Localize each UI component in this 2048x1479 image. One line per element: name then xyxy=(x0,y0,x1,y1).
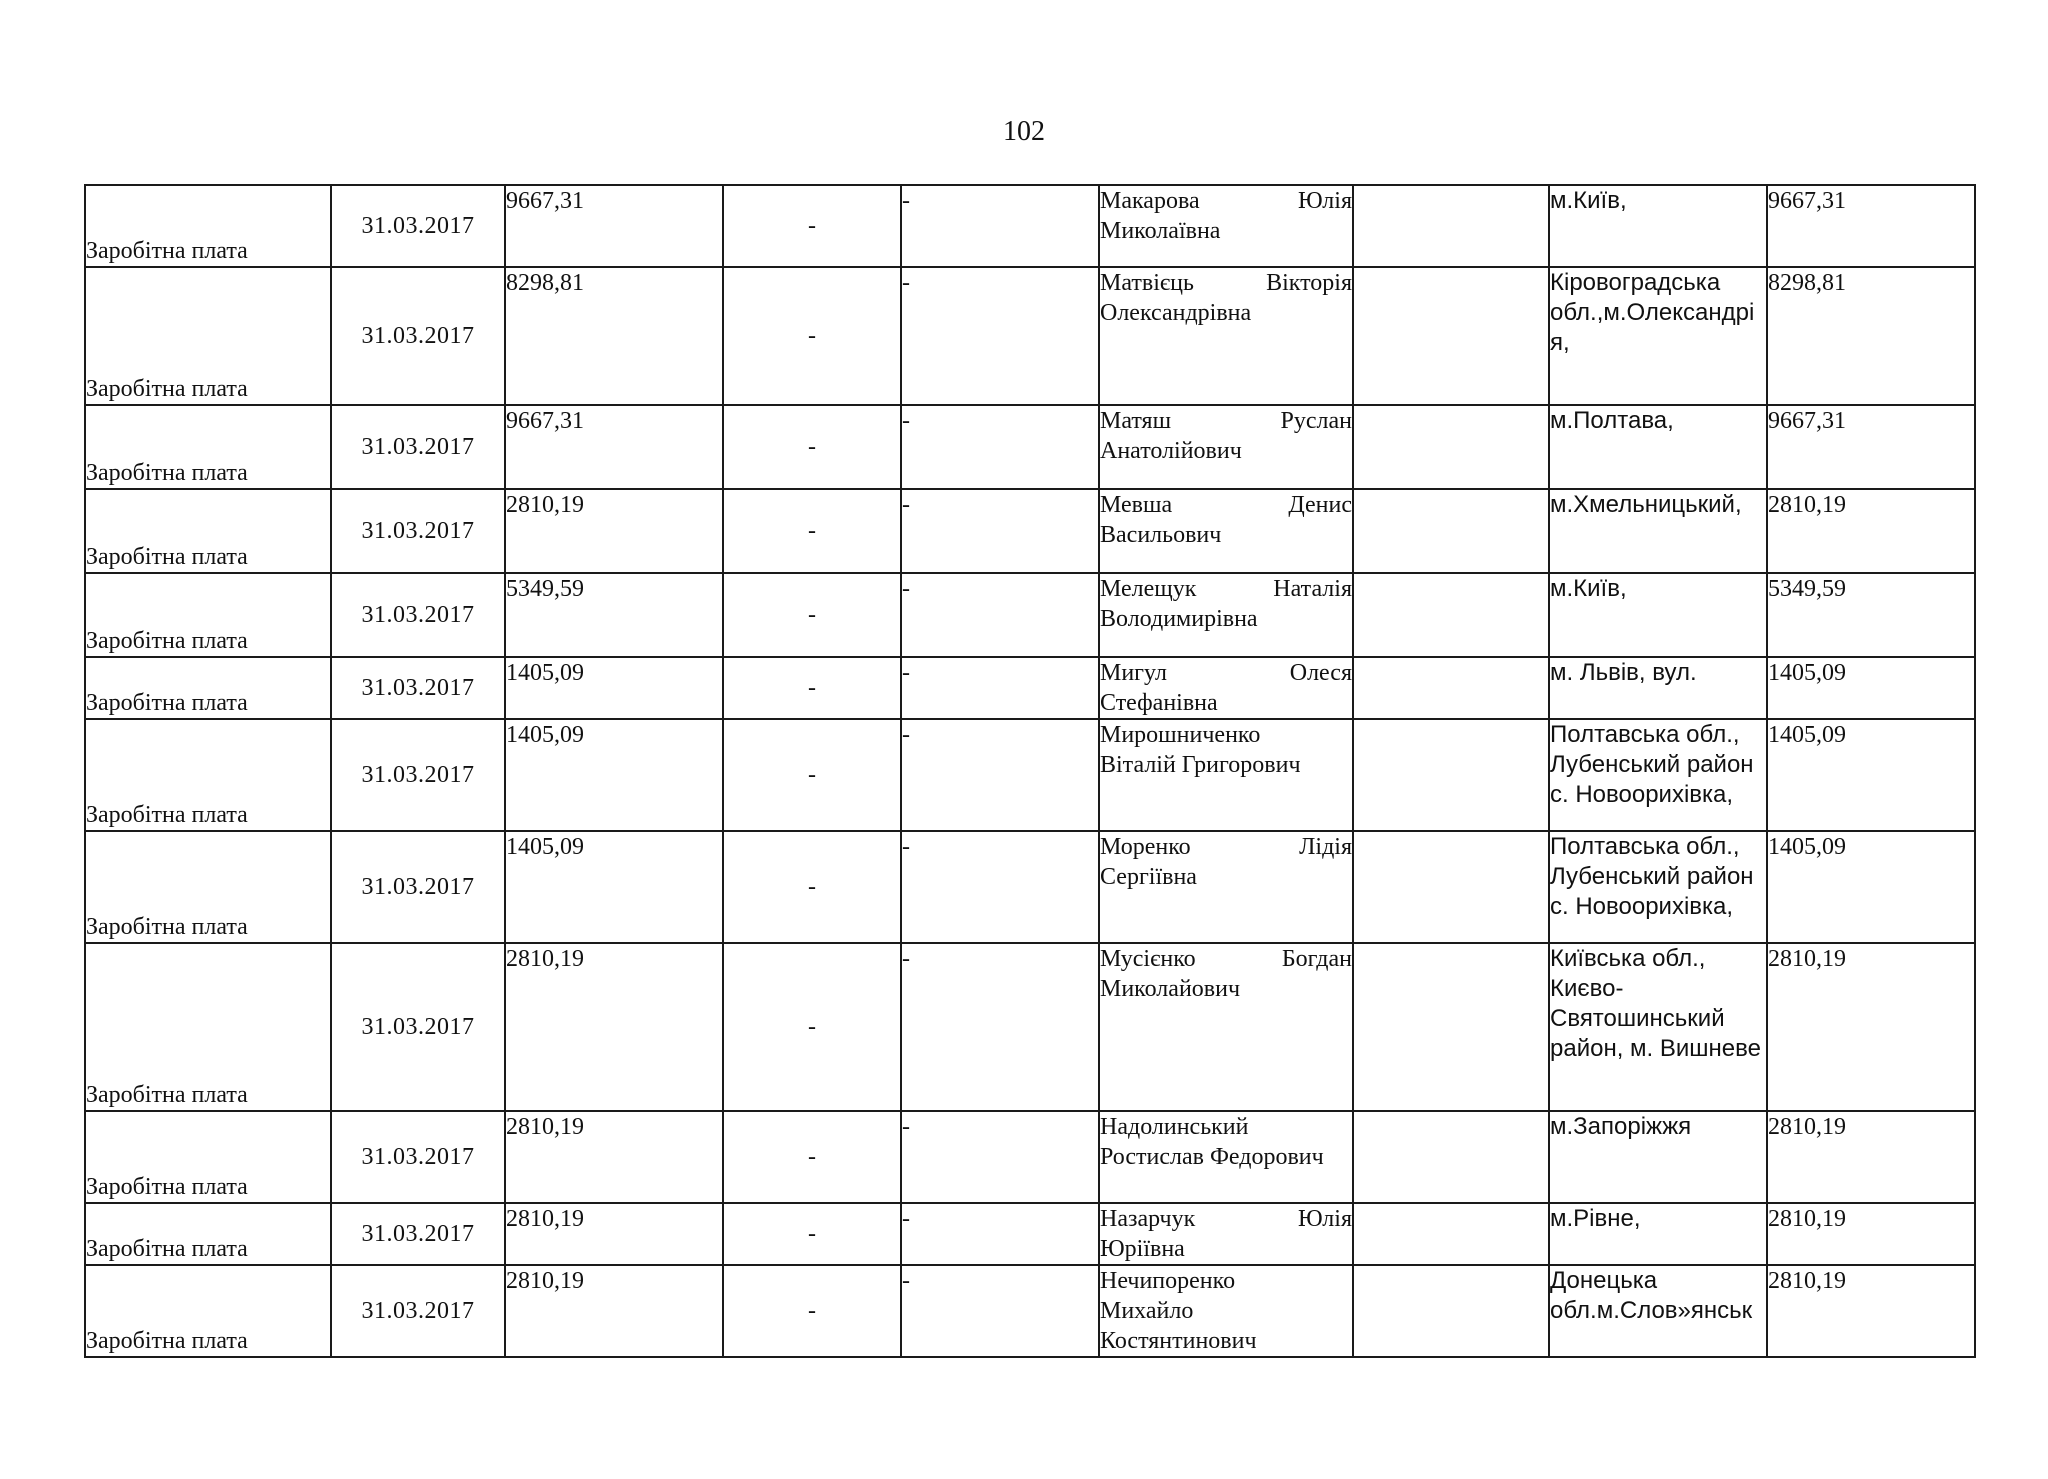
amount-cell: 2810,19 xyxy=(505,1203,723,1265)
total-cell: 8298,81 xyxy=(1767,267,1975,405)
amount-cell: 1405,09 xyxy=(505,831,723,943)
total-cell: 9667,31 xyxy=(1767,405,1975,489)
dash-cell: - xyxy=(901,1203,1099,1265)
table-row xyxy=(85,831,1975,943)
amount-cell: 1405,09 xyxy=(505,657,723,719)
redacted-gap-cell xyxy=(1509,1111,1549,1203)
recipient-name-cell xyxy=(1099,1203,1353,1265)
amount-cell: 1405,09 xyxy=(505,719,723,831)
recipient-given-name: Юлія xyxy=(1297,1206,1352,1232)
amount-cell: 2810,19 xyxy=(505,1111,723,1203)
date-cell: 31.03.2017 xyxy=(331,1265,505,1357)
table-row xyxy=(85,1111,1975,1203)
dash-cell: - xyxy=(901,489,1099,573)
dash-cell: - xyxy=(723,657,901,719)
dash-cell: - xyxy=(723,1265,901,1357)
table-row xyxy=(85,1203,1975,1265)
dash-cell: - xyxy=(723,719,901,831)
recipient-surname: Моренко xyxy=(1100,834,1191,860)
recipient-name-cell xyxy=(1099,1265,1353,1357)
redacted-gap-cell xyxy=(1509,943,1549,1111)
dash-cell: - xyxy=(723,831,901,943)
total-cell: 2810,19 xyxy=(1767,943,1975,1111)
recipient-name-line xyxy=(1100,832,1352,862)
recipient-given-name: Лідія xyxy=(1299,834,1352,860)
redacted-cell xyxy=(1353,831,1509,943)
recipient-name-line xyxy=(1100,406,1352,436)
redacted-gap-cell xyxy=(1509,1203,1549,1265)
table-row xyxy=(85,185,1975,267)
recipient-name-rest: Володимирівна xyxy=(1100,606,1258,632)
payment-type-cell: Заробітна плата xyxy=(85,719,331,831)
dash-cell: - xyxy=(901,267,1099,405)
recipient-name-rest: Васильович xyxy=(1100,522,1222,548)
dash-cell: - xyxy=(901,719,1099,831)
dash-cell: - xyxy=(723,267,901,405)
amount-cell: 5349,59 xyxy=(505,573,723,657)
redacted-gap-cell xyxy=(1509,489,1549,573)
total-cell: 2810,19 xyxy=(1767,1203,1975,1265)
recipient-given-name: Руслан xyxy=(1280,408,1352,434)
dash-cell: - xyxy=(723,185,901,267)
table-row xyxy=(85,719,1975,831)
recipient-name-cell xyxy=(1099,573,1353,657)
payment-type-cell: Заробітна плата xyxy=(85,1111,331,1203)
table-row xyxy=(85,1265,1975,1357)
date-cell: 31.03.2017 xyxy=(331,943,505,1111)
page-number: 102 xyxy=(1003,116,1045,147)
address-cell: м.Київ, xyxy=(1549,573,1767,657)
date-cell: 31.03.2017 xyxy=(331,1203,505,1265)
redacted-cell xyxy=(1353,1265,1509,1357)
dash-cell: - xyxy=(901,831,1099,943)
table-row xyxy=(85,657,1975,719)
dash-cell: - xyxy=(723,1203,901,1265)
amount-cell: 9667,31 xyxy=(505,405,723,489)
recipient-surname: Мелещук xyxy=(1100,576,1197,602)
table-row xyxy=(85,943,1975,1111)
payment-type-cell: Заробітна плата xyxy=(85,831,331,943)
date-cell: 31.03.2017 xyxy=(331,267,505,405)
address-cell: м.Запоріжжя xyxy=(1549,1111,1767,1203)
recipient-name-rest: Анатолійович xyxy=(1100,438,1242,464)
recipient-name-line xyxy=(1100,720,1352,750)
total-cell: 1405,09 xyxy=(1767,719,1975,831)
redacted-gap-cell xyxy=(1509,573,1549,657)
redacted-gap-cell xyxy=(1509,405,1549,489)
payment-type-cell: Заробітна плата xyxy=(85,185,331,267)
redacted-gap-cell xyxy=(1509,657,1549,719)
total-cell: 2810,19 xyxy=(1767,1265,1975,1357)
amount-cell: 2810,19 xyxy=(505,489,723,573)
redacted-gap-cell xyxy=(1509,719,1549,831)
amount-cell: 2810,19 xyxy=(505,1265,723,1357)
recipient-given-name: Вікторія xyxy=(1266,270,1352,296)
redacted-gap-cell xyxy=(1509,267,1549,405)
dash-cell: - xyxy=(901,405,1099,489)
recipient-name-rest: Миколайович xyxy=(1100,976,1241,1002)
recipient-name-line xyxy=(1100,944,1352,974)
redacted-cell xyxy=(1353,267,1509,405)
recipient-surname: Мевша xyxy=(1100,492,1173,518)
recipient-name-line xyxy=(1100,1266,1352,1296)
dash-cell: - xyxy=(723,405,901,489)
recipient-name-cell xyxy=(1099,657,1353,719)
recipient-name-line xyxy=(1100,186,1352,216)
total-cell: 1405,09 xyxy=(1767,831,1975,943)
recipient-name-line xyxy=(1100,490,1352,520)
redacted-cell xyxy=(1353,489,1509,573)
payment-type-cell: Заробітна плата xyxy=(85,1265,331,1357)
address-cell: Полтавська обл., Лубенський район с. Новоорихівка, xyxy=(1549,719,1767,831)
address-cell: м. Львів, вул. xyxy=(1549,657,1767,719)
recipient-name-cell xyxy=(1099,1111,1353,1203)
payment-type-cell: Заробітна плата xyxy=(85,489,331,573)
recipient-surname: Матяш xyxy=(1100,408,1172,434)
recipient-name-cell xyxy=(1099,185,1353,267)
recipient-name-line xyxy=(1100,658,1352,688)
date-cell: 31.03.2017 xyxy=(331,657,505,719)
payment-type-cell: Заробітна плата xyxy=(85,657,331,719)
recipient-name-cell xyxy=(1099,831,1353,943)
redacted-cell xyxy=(1353,185,1509,267)
recipient-given-name: Денис xyxy=(1288,492,1352,518)
recipient-name-line xyxy=(1100,574,1352,604)
redacted-cell xyxy=(1353,1111,1509,1203)
recipient-name-rest: Михайло Костянтинович xyxy=(1100,1298,1257,1354)
address-cell: м.Київ, xyxy=(1549,185,1767,267)
recipient-given-name: Олеся xyxy=(1289,660,1352,686)
recipient-surname: Матвієць xyxy=(1100,270,1194,296)
table-body xyxy=(85,185,1975,1357)
recipient-given-name: Наталія xyxy=(1273,576,1352,602)
total-cell: 2810,19 xyxy=(1767,1111,1975,1203)
dash-cell: - xyxy=(723,1111,901,1203)
amount-cell: 9667,31 xyxy=(505,185,723,267)
date-cell: 31.03.2017 xyxy=(331,719,505,831)
address-cell: м.Хмельницький, xyxy=(1549,489,1767,573)
recipient-name-line xyxy=(1100,1112,1352,1142)
redacted-gap-cell xyxy=(1509,1265,1549,1357)
total-cell: 9667,31 xyxy=(1767,185,1975,267)
dash-cell: - xyxy=(901,943,1099,1111)
address-cell: Кіровоградська обл.,м.Олександрі я, xyxy=(1549,267,1767,405)
redacted-cell xyxy=(1353,573,1509,657)
payment-type-cell: Заробітна плата xyxy=(85,573,331,657)
table-row xyxy=(85,573,1975,657)
recipient-surname: Мусієнко xyxy=(1100,946,1196,972)
redacted-cell xyxy=(1353,405,1509,489)
date-cell: 31.03.2017 xyxy=(331,489,505,573)
recipient-name-rest: Віталій Григорович xyxy=(1100,752,1301,778)
table-row xyxy=(85,489,1975,573)
redacted-gap-cell xyxy=(1509,831,1549,943)
dash-cell: - xyxy=(723,573,901,657)
recipient-name-cell xyxy=(1099,489,1353,573)
recipient-name-line xyxy=(1100,1204,1352,1234)
recipient-name-rest: Сергіївна xyxy=(1100,864,1197,890)
date-cell: 31.03.2017 xyxy=(331,1111,505,1203)
recipient-name-rest: Олександрівна xyxy=(1100,300,1252,326)
dash-cell: - xyxy=(901,1111,1099,1203)
address-cell: м.Полтава, xyxy=(1549,405,1767,489)
redacted-cell xyxy=(1353,657,1509,719)
date-cell: 31.03.2017 xyxy=(331,831,505,943)
payment-type-cell: Заробітна плата xyxy=(85,943,331,1111)
table-row xyxy=(85,405,1975,489)
recipient-given-name: Юлія xyxy=(1297,188,1352,214)
dash-cell: - xyxy=(901,1265,1099,1357)
recipient-surname: Макарова xyxy=(1100,188,1200,214)
payment-type-cell: Заробітна плата xyxy=(85,267,331,405)
total-cell: 2810,19 xyxy=(1767,489,1975,573)
recipient-name-cell xyxy=(1099,943,1353,1111)
address-cell: Донецька обл.м.Слов»янськ xyxy=(1549,1265,1767,1357)
recipient-surname: Мирошниченко xyxy=(1100,722,1261,748)
recipient-name-rest: Ростислав Федорович xyxy=(1100,1144,1324,1170)
date-cell: 31.03.2017 xyxy=(331,405,505,489)
total-cell: 5349,59 xyxy=(1767,573,1975,657)
recipient-name-rest: Юріївна xyxy=(1100,1236,1185,1262)
payment-type-cell: Заробітна плата xyxy=(85,1203,331,1265)
recipient-surname: Мигул xyxy=(1100,660,1167,686)
table-row xyxy=(85,267,1975,405)
address-cell: м.Рівне, xyxy=(1549,1203,1767,1265)
recipient-name-cell xyxy=(1099,719,1353,831)
address-cell: Полтавська обл., Лубенський район с. Новоорихівка, xyxy=(1549,831,1767,943)
recipient-name-cell xyxy=(1099,267,1353,405)
payment-type-cell: Заробітна плата xyxy=(85,405,331,489)
recipient-name-rest: Стефанівна xyxy=(1100,690,1218,716)
total-cell: 1405,09 xyxy=(1767,657,1975,719)
amount-cell: 2810,19 xyxy=(505,943,723,1111)
recipient-surname: Нечипоренко xyxy=(1100,1268,1236,1294)
dash-cell: - xyxy=(901,185,1099,267)
redacted-cell xyxy=(1353,719,1509,831)
payments-table xyxy=(84,184,1976,1358)
date-cell: 31.03.2017 xyxy=(331,185,505,267)
recipient-name-line xyxy=(1100,268,1352,298)
dash-cell: - xyxy=(901,573,1099,657)
recipient-given-name: Богдан xyxy=(1281,946,1352,972)
dash-cell: - xyxy=(901,657,1099,719)
redacted-gap-cell xyxy=(1509,185,1549,267)
amount-cell: 8298,81 xyxy=(505,267,723,405)
recipient-name-rest: Миколаївна xyxy=(1100,218,1221,244)
dash-cell: - xyxy=(723,489,901,573)
recipient-surname: Надолинський xyxy=(1100,1114,1249,1140)
date-cell: 31.03.2017 xyxy=(331,573,505,657)
redacted-cell xyxy=(1353,1203,1509,1265)
redacted-cell xyxy=(1353,943,1509,1111)
recipient-name-cell xyxy=(1099,405,1353,489)
dash-cell: - xyxy=(723,943,901,1111)
address-cell: Київська обл., Києво-Святошинський район, м. Вишневе xyxy=(1549,943,1767,1111)
recipient-surname: Назарчук xyxy=(1100,1206,1196,1232)
